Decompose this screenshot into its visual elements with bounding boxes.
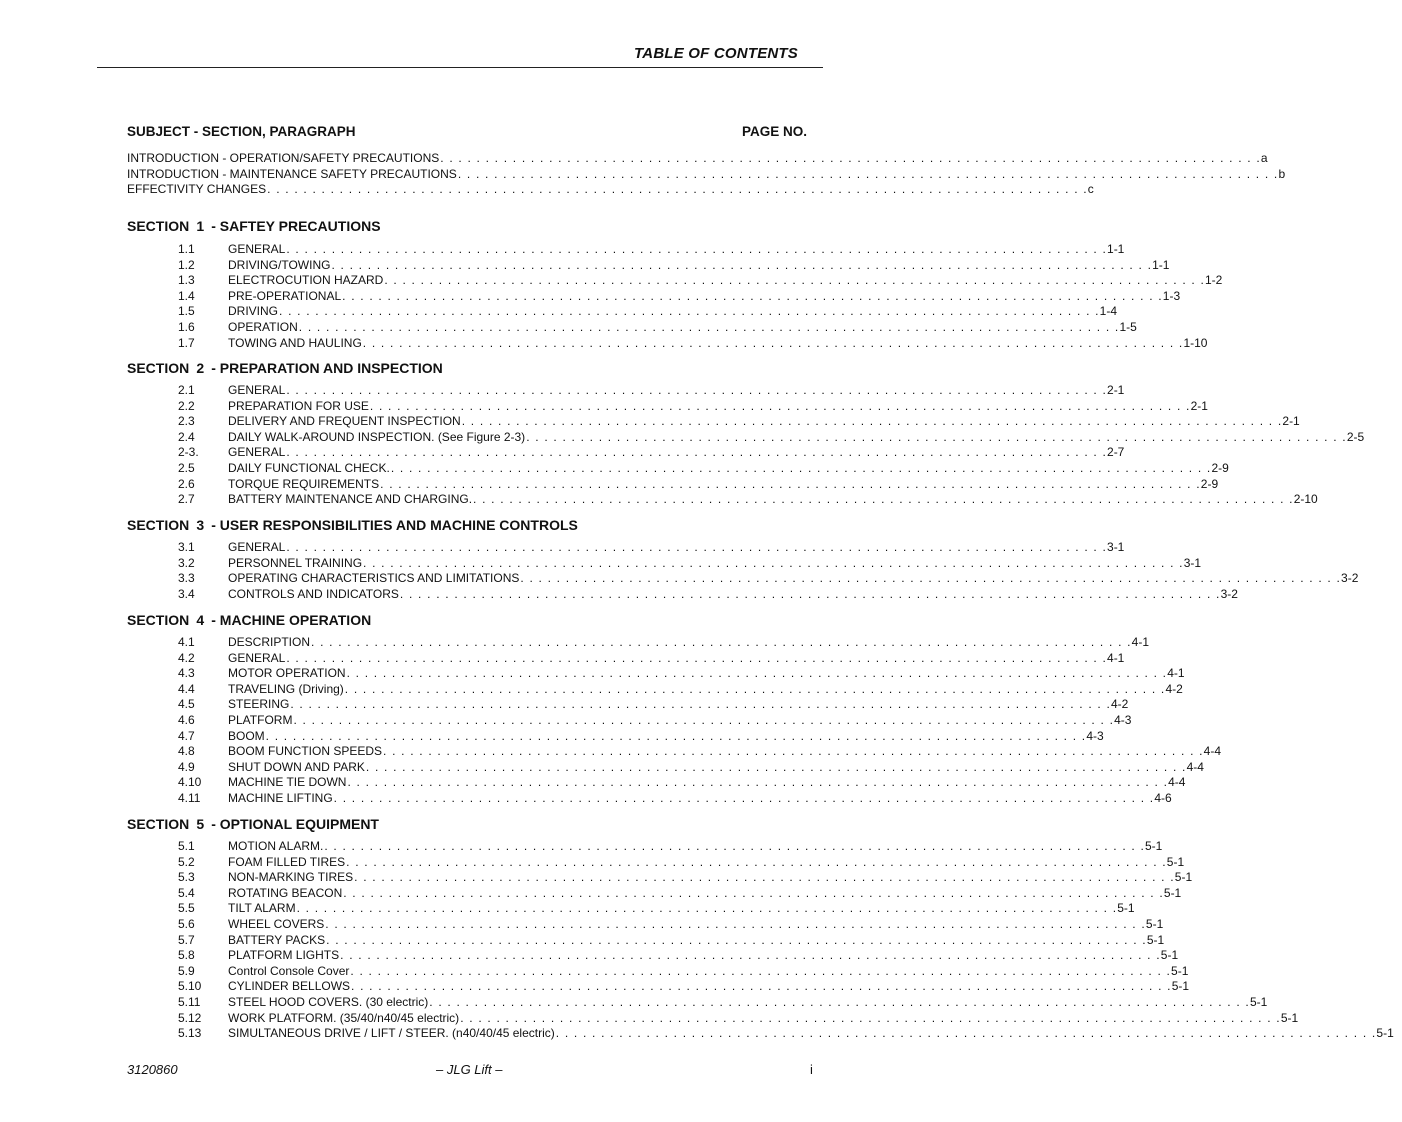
entry-title: GENERAL <box>228 242 286 256</box>
dot-leader: . . . . . . . . . . . . . . . . . . . . . . . . . . . . . . . . . . . . . . . . . . . . . . . . . . . . . . . . . . . . . . . . . . . . . . . . . . . . . . . . . . . . . . . . . . . <box>461 414 1283 428</box>
entry-number: 2.3 <box>178 414 195 428</box>
toc-entry[interactable] <box>178 870 1193 885</box>
entry-number: 3.3 <box>178 571 195 585</box>
entry-number: 5.9 <box>178 964 195 978</box>
entry-number: 5.6 <box>178 917 195 931</box>
entry-number: 1.1 <box>178 242 195 256</box>
entry-page: 1-2 <box>1205 273 1223 287</box>
toc-entry[interactable] <box>178 430 1365 445</box>
entry-title: CONTROLS AND INDICATORS <box>228 587 399 601</box>
dot-leader: . . . . . . . . . . . . . . . . . . . . . . . . . . . . . . . . . . . . . . . . . . . . . . . . . . . . . . . . . . . . . . . . . . . . . . . . . . . . . . . . . . . . . . . . . . . <box>384 273 1205 287</box>
entry-page: 5-1 <box>1163 886 1182 900</box>
entry-number: 4.1 <box>178 635 195 649</box>
toc-entry[interactable] <box>178 289 1181 304</box>
entry-page: 4-1 <box>1107 651 1125 665</box>
toc-entry[interactable] <box>178 571 1359 586</box>
header-rule <box>97 67 823 68</box>
dot-leader: . . . . . . . . . . . . . . . . . . . . . . . . . . . . . . . . . . . . . . . . . . . . . . . . . . . . . . . . . . . . . . . . . . . . . . . . . . . . . . . . . . . . . . . . . . . <box>526 430 1347 444</box>
section-title: - PREPARATION AND INSPECTION <box>211 360 443 376</box>
entry-page: b <box>1278 167 1286 181</box>
entry-page: 2-1 <box>1282 414 1300 428</box>
entry-title: ROTATING BEACON <box>228 886 343 900</box>
section-heading[interactable] <box>127 359 443 377</box>
entry-number: 1.6 <box>178 320 195 334</box>
entry-number: 4.8 <box>178 744 195 758</box>
entry-number: 1.7 <box>178 336 195 350</box>
dot-leader: . . . . . . . . . . . . . . . . . . . . . . . . . . . . . . . . . . . . . . . . . . . . . . . . . . . . . . . . . . . . . . . . . . . . . . . . . . . . . . . . . . . . . . . . . . . <box>555 1026 1377 1040</box>
dot-leader: . . . . . . . . . . . . . . . . . . . . . . . . . . . . . . . . . . . . . . . . . . . . . . . . . . . . . . . . . . . . . . . . . . . . . . . . . . . . . . . . . . . . . . . . . . . <box>344 682 1166 696</box>
section-heading[interactable] <box>127 611 371 629</box>
dot-leader: . . . . . . . . . . . . . . . . . . . . . . . . . . . . . . . . . . . . . . . . . . . . . . . . . . . . . . . . . . . . . . . . . . . . . . . . . . . . . . . . . . . . . . . . . . . <box>354 870 1175 884</box>
dot-leader: . . . . . . . . . . . . . . . . . . . . . . . . . . . . . . . . . . . . . . . . . . . . . . . . . . . . . . . . . . . . . . . . . . . . . . . . . . . . . . . . . . . . . . . . . . . <box>363 556 1184 570</box>
dot-leader: . . . . . . . . . . . . . . . . . . . . . . . . . . . . . . . . . . . . . . . . . . . . . . . . . . . . . . . . . . . . . . . . . . . . . . . . . . . . . . . . . . . . . . . . . . . <box>380 477 1201 491</box>
dot-leader: . . . . . . . . . . . . . . . . . . . . . . . . . . . . . . . . . . . . . . . . . . . . . . . . . . . . . . . . . . . . . . . . . . . . . . . . . . . . . . . . . . . . . . . . . . . <box>296 901 1118 915</box>
section-title: - USER RESPONSIBILITIES AND MACHINE CONTROLS <box>211 517 578 533</box>
entry-title: DAILY WALK-AROUND INSPECTION. (See Figure 2-3) <box>228 430 526 444</box>
entry-number: 4.9 <box>178 760 195 774</box>
dot-leader: . . . . . . . . . . . . . . . . . . . . . . . . . . . . . . . . . . . . . . . . . . . . . . . . . . . . . . . . . . . . . . . . . . . . . . . . . . . . . . . . . . . . . . . . . . . <box>399 587 1221 601</box>
toc-entry[interactable] <box>178 697 1129 712</box>
entry-page: 5-1 <box>1145 917 1164 931</box>
entry-page: 4-3 <box>1086 729 1104 743</box>
section-title: - MACHINE OPERATION <box>211 612 372 628</box>
entry-number: 2.5 <box>178 461 195 475</box>
section-heading[interactable] <box>127 516 578 534</box>
dot-leader: . . . . . . . . . . . . . . . . . . . . . . . . . . . . . . . . . . . . . . . . . . . . . . . . . . . . . . . . . . . . . . . . . . . . . . . . . . . . . . . . . . . . . . . . . . . <box>265 729 1087 743</box>
entry-number: 2.1 <box>178 383 195 397</box>
publisher-name: – JLG Lift – <box>436 1062 503 1077</box>
entry-number: 5.7 <box>178 933 195 947</box>
entry-title: MACHINE LIFTING <box>228 791 333 805</box>
entry-page: 4-2 <box>1111 697 1129 711</box>
subject-column-heading: SUBJECT - SECTION, PARAGRAPH <box>127 124 356 139</box>
toc-entry[interactable] <box>178 304 1118 319</box>
section-word: SECTION <box>127 218 190 234</box>
entry-title: FOAM FILLED TIRES <box>228 855 346 869</box>
toc-entry[interactable] <box>178 855 1185 870</box>
toc-entry[interactable] <box>178 666 1185 681</box>
toc-entry[interactable] <box>178 744 1222 759</box>
entry-page: 5-1 <box>1160 948 1179 962</box>
toc-entry[interactable] <box>178 399 1208 414</box>
toc-entry[interactable] <box>178 1011 1299 1026</box>
entry-number: 2-3. <box>178 445 199 459</box>
entry-page: 3-2 <box>1341 571 1359 585</box>
page-header-title: TABLE OF CONTENTS <box>634 45 798 62</box>
section-word: SECTION <box>127 360 190 376</box>
intro-entry[interactable] <box>127 182 1094 197</box>
dot-leader: . . . . . . . . . . . . . . . . . . . . . . . . . . . . . . . . . . . . . . . . . . . . . . . . . . . . . . . . . . . . . . . . . . . . . . . . . . . . . . . . . . . . . . . . . . . <box>286 651 1108 665</box>
toc-entry[interactable] <box>178 979 1190 994</box>
entry-number: 2.2 <box>178 399 195 413</box>
dot-leader: . . . . . . . . . . . . . . . . . . . . . . . . . . . . . . . . . . . . . . . . . . . . . . . . . . . . . . . . . . . . . . . . . . . . . . . . . . . . . . . . . . . . . . . . . . . <box>440 151 1261 165</box>
entry-page: 5-1 <box>1174 870 1193 884</box>
entry-number: 5.2 <box>178 855 195 869</box>
toc-entry[interactable] <box>178 461 1229 476</box>
dot-leader: . . . . . . . . . . . . . . . . . . . . . . . . . . . . . . . . . . . . . . . . . . . . . . . . . . . . . . . . . . . . . . . . . . . . . . . . . . . . . . . . . . . . . . . . . . . <box>286 242 1108 256</box>
dot-leader: . . . . . . . . . . . . . . . . . . . . . . . . . . . . . . . . . . . . . . . . . . . . . . . . . . . . . . . . . . . . . . . . . . . . . . . . . . . . . . . . . . . . . . . . . . . <box>362 336 1184 350</box>
section-number: 1 <box>196 218 205 234</box>
entry-title: SIMULTANEOUS DRIVE / LIFT / STEER. (n40/40/45 electric) <box>228 1026 555 1040</box>
toc-entry[interactable] <box>178 635 1150 650</box>
entry-title: BOOM <box>228 729 265 743</box>
entry-title: DRIVING <box>228 304 279 318</box>
entry-title: TRAVELING (Driving) <box>228 682 344 696</box>
section-heading[interactable] <box>127 815 379 833</box>
entry-page: 2-10 <box>1293 492 1318 506</box>
entry-number: 3.2 <box>178 556 195 570</box>
intro-entry[interactable] <box>127 151 1268 166</box>
entry-title: NON-MARKING TIRES <box>228 870 354 884</box>
entry-title: GENERAL <box>228 651 286 665</box>
entry-page: 1-5 <box>1119 320 1137 334</box>
entry-title: WHEEL COVERS <box>228 917 325 931</box>
entry-title: BATTERY MAINTENANCE AND CHARGING. <box>228 492 473 506</box>
toc-entry[interactable] <box>178 492 1318 507</box>
dot-leader: . . . . . . . . . . . . . . . . . . . . . . . . . . . . . . . . . . . . . . . . . . . . . . . . . . . . . . . . . . . . . . . . . . . . . . . . . . . . . . . . . . . . . . . . . . . <box>290 697 1111 711</box>
entry-title: PRE-OPERATIONAL <box>228 289 342 303</box>
entry-page: 2-9 <box>1211 461 1229 475</box>
entry-number: 4.3 <box>178 666 195 680</box>
entry-title: PREPARATION FOR USE <box>228 399 369 413</box>
entry-number: 3.4 <box>178 587 195 601</box>
entry-title: INTRODUCTION - MAINTENANCE SAFETY PRECAUTIONS <box>127 167 457 181</box>
entry-number: 4.2 <box>178 651 195 665</box>
entry-number: 1.4 <box>178 289 195 303</box>
dot-leader: . . . . . . . . . . . . . . . . . . . . . . . . . . . . . . . . . . . . . . . . . . . . . . . . . . . . . . . . . . . . . . . . . . . . . . . . . . . . . . . . . . . . . . . . . . . <box>350 964 1172 978</box>
section-heading[interactable] <box>127 217 381 235</box>
entry-title: PERSONNEL TRAINING <box>228 556 363 570</box>
entry-title: MOTION ALARM. <box>228 839 324 853</box>
entry-page: 5-1 <box>1249 995 1268 1009</box>
entry-page: 2-5 <box>1346 430 1365 444</box>
entry-title: Control Console Cover <box>228 964 350 978</box>
section-word: SECTION <box>127 517 190 533</box>
toc-entry[interactable] <box>178 1026 1394 1041</box>
dot-leader: . . . . . . . . . . . . . . . . . . . . . . . . . . . . . . . . . . . . . . . . . . . . . . . . . . . . . . . . . . . . . . . . . . . . . . . . . . . . . . . . . . . . . . . . . . . <box>342 289 1163 303</box>
dot-leader: . . . . . . . . . . . . . . . . . . . . . . . . . . . . . . . . . . . . . . . . . . . . . . . . . . . . . . . . . . . . . . . . . . . . . . . . . . . . . . . . . . . . . . . . . . . <box>267 182 1088 196</box>
page-number: i <box>810 1062 813 1077</box>
toc-entry[interactable] <box>178 445 1125 460</box>
dot-leader: . . . . . . . . . . . . . . . . . . . . . . . . . . . . . . . . . . . . . . . . . . . . . . . . . . . . . . . . . . . . . . . . . . . . . . . . . . . . . . . . . . . . . . . . . . . <box>351 979 1172 993</box>
toc-entry[interactable] <box>178 273 1223 288</box>
toc-entry[interactable] <box>178 948 1179 963</box>
dot-leader: . . . . . . . . . . . . . . . . . . . . . . . . . . . . . . . . . . . . . . . . . . . . . . . . . . . . . . . . . . . . . . . . . . . . . . . . . . . . . . . . . . . . . . . . . . . <box>333 791 1155 805</box>
dot-leader: . . . . . . . . . . . . . . . . . . . . . . . . . . . . . . . . . . . . . . . . . . . . . . . . . . . . . . . . . . . . . . . . . . . . . . . . . . . . . . . . . . . . . . . . . . . <box>293 713 1115 727</box>
dot-leader: . . . . . . . . . . . . . . . . . . . . . . . . . . . . . . . . . . . . . . . . . . . . . . . . . . . . . . . . . . . . . . . . . . . . . . . . . . . . . . . . . . . . . . . . . . . <box>383 744 1204 758</box>
dot-leader: . . . . . . . . . . . . . . . . . . . . . . . . . . . . . . . . . . . . . . . . . . . . . . . . . . . . . . . . . . . . . . . . . . . . . . . . . . . . . . . . . . . . . . . . . . . <box>286 445 1108 459</box>
entry-title: BOOM FUNCTION SPEEDS <box>228 744 383 758</box>
entry-title: STEERING <box>228 697 290 711</box>
toc-entry[interactable] <box>178 651 1125 666</box>
toc-entry[interactable] <box>178 336 1208 351</box>
entry-title: DRIVING/TOWING <box>228 258 331 272</box>
entry-page: 4-4 <box>1203 744 1222 758</box>
section-number: 5 <box>196 816 205 832</box>
entry-number: 3.1 <box>178 540 195 554</box>
entry-title: OPERATION <box>228 320 298 334</box>
toc-entry[interactable] <box>178 917 1164 932</box>
entry-page: 1-3 <box>1162 289 1181 303</box>
entry-page: 5-1 <box>1171 964 1189 978</box>
entry-page: c <box>1087 182 1094 196</box>
section-number: 2 <box>196 360 205 376</box>
dot-leader: . . . . . . . . . . . . . . . . . . . . . . . . . . . . . . . . . . . . . . . . . . . . . . . . . . . . . . . . . . . . . . . . . . . . . . . . . . . . . . . . . . . . . . . . . . . <box>340 948 1161 962</box>
entry-title: TOWING AND HAULING <box>228 336 362 350</box>
entry-number: 5.10 <box>178 979 202 993</box>
entry-number: 4.5 <box>178 697 195 711</box>
entry-page: 1-4 <box>1099 304 1118 318</box>
entry-number: 1.5 <box>178 304 195 318</box>
dot-leader: . . . . . . . . . . . . . . . . . . . . . . . . . . . . . . . . . . . . . . . . . . . . . . . . . . . . . . . . . . . . . . . . . . . . . . . . . . . . . . . . . . . . . . . . . . . <box>325 917 1146 931</box>
entry-number: 4.11 <box>178 791 201 805</box>
entry-number: 5.4 <box>178 886 195 900</box>
entry-number: 4.10 <box>178 775 202 789</box>
entry-page: 3-1 <box>1107 540 1125 554</box>
toc-entry[interactable] <box>178 556 1202 571</box>
entry-page: 2-1 <box>1107 383 1125 397</box>
document-number: 3120860 <box>127 1062 178 1077</box>
toc-entry[interactable] <box>178 964 1189 979</box>
entry-title: DESCRIPTION <box>228 635 311 649</box>
toc-entry[interactable] <box>178 791 1172 806</box>
entry-number: 2.7 <box>178 492 195 506</box>
entry-title: CYLINDER BELLOWS <box>228 979 351 993</box>
entry-page: 4-1 <box>1131 635 1150 649</box>
entry-title: STEEL HOOD COVERS. (30 electric) <box>228 995 429 1009</box>
toc-entry[interactable] <box>178 477 1219 492</box>
dot-leader: . . . . . . . . . . . . . . . . . . . . . . . . . . . . . . . . . . . . . . . . . . . . . . . . . . . . . . . . . . . . . . . . . . . . . . . . . . . . . . . . . . . . . . . . . . . <box>365 760 1187 774</box>
section-word: SECTION <box>127 612 190 628</box>
toc-entry[interactable] <box>178 258 1170 273</box>
dot-leader: . . . . . . . . . . . . . . . . . . . . . . . . . . . . . . . . . . . . . . . . . . . . . . . . . . . . . . . . . . . . . . . . . . . . . . . . . . . . . . . . . . . . . . . . . . . <box>343 886 1164 900</box>
toc-entry[interactable] <box>178 901 1135 916</box>
entry-title: ELECTROCUTION HAZARD <box>228 273 384 287</box>
entry-number: 1.3 <box>178 273 195 287</box>
entry-title: INTRODUCTION - OPERATION/SAFETY PRECAUTIONS <box>127 151 440 165</box>
entry-title: OPERATING CHARACTERISTICS AND LIMITATIONS <box>228 571 520 585</box>
dot-leader: . . . . . . . . . . . . . . . . . . . . . . . . . . . . . . . . . . . . . . . . . . . . . . . . . . . . . . . . . . . . . . . . . . . . . . . . . . . . . . . . . . . . . . . . . . . <box>286 540 1108 554</box>
dot-leader: . . . . . . . . . . . . . . . . . . . . . . . . . . . . . . . . . . . . . . . . . . . . . . . . . . . . . . . . . . . . . . . . . . . . . . . . . . . . . . . . . . . . . . . . . . . <box>457 167 1279 181</box>
column-headers <box>127 124 807 142</box>
entry-page: 4-2 <box>1165 682 1183 696</box>
toc-entry[interactable] <box>178 587 1238 602</box>
entry-title: MOTOR OPERATION <box>228 666 346 680</box>
toc-entry[interactable] <box>178 682 1183 697</box>
entry-page: 2-7 <box>1107 445 1125 459</box>
entry-number: 2.6 <box>178 477 195 491</box>
entry-page: 2-9 <box>1200 477 1219 491</box>
entry-page: 5-1 <box>1171 979 1190 993</box>
entry-title: GENERAL <box>228 383 286 397</box>
entry-page: 1-1 <box>1152 258 1170 272</box>
entry-page: 5-1 <box>1166 855 1185 869</box>
entry-page: 5-1 <box>1146 933 1165 947</box>
section-number: 4 <box>196 612 205 628</box>
entry-page: 5-1 <box>1280 1011 1299 1025</box>
entry-page: a <box>1260 151 1268 165</box>
entry-title: SHUT DOWN AND PARK <box>228 760 365 774</box>
dot-leader: . . . . . . . . . . . . . . . . . . . . . . . . . . . . . . . . . . . . . . . . . . . . . . . . . . . . . . . . . . . . . . . . . . . . . . . . . . . . . . . . . . . . . . . . . . . <box>520 571 1342 585</box>
entry-page: 4-1 <box>1167 666 1185 680</box>
entry-number: 2.4 <box>178 430 195 444</box>
entry-page: 4-4 <box>1168 775 1186 789</box>
entry-number: 5.13 <box>178 1026 202 1040</box>
toc-entry[interactable] <box>178 713 1132 728</box>
entry-number: 5.12 <box>178 1011 202 1025</box>
toc-entry[interactable] <box>178 729 1104 744</box>
dot-leader: . . . . . . . . . . . . . . . . . . . . . . . . . . . . . . . . . . . . . . . . . . . . . . . . . . . . . . . . . . . . . . . . . . . . . . . . . . . . . . . . . . . . . . . . . . . <box>429 995 1250 1009</box>
dot-leader: . . . . . . . . . . . . . . . . . . . . . . . . . . . . . . . . . . . . . . . . . . . . . . . . . . . . . . . . . . . . . . . . . . . . . . . . . . . . . . . . . . . . . . . . . . . <box>346 855 1167 869</box>
section-title: - SAFTEY PRECAUTIONS <box>211 218 381 234</box>
toc-entry[interactable] <box>178 775 1186 790</box>
entry-number: 4.4 <box>178 682 195 696</box>
section-title: - OPTIONAL EQUIPMENT <box>211 816 379 832</box>
dot-leader: . . . . . . . . . . . . . . . . . . . . . . . . . . . . . . . . . . . . . . . . . . . . . . . . . . . . . . . . . . . . . . . . . . . . . . . . . . . . . . . . . . . . . . . . . . . <box>390 461 1212 475</box>
entry-title: PLATFORM <box>228 713 293 727</box>
dot-leader: . . . . . . . . . . . . . . . . . . . . . . . . . . . . . . . . . . . . . . . . . . . . . . . . . . . . . . . . . . . . . . . . . . . . . . . . . . . . . . . . . . . . . . . . . . . <box>286 383 1108 397</box>
entry-page: 2-1 <box>1190 399 1208 413</box>
entry-title: GENERAL <box>228 445 286 459</box>
intro-entry[interactable] <box>127 167 1286 182</box>
entry-title: TILT ALARM <box>228 901 296 915</box>
toc-entry[interactable] <box>178 383 1125 398</box>
entry-page: 5-1 <box>1117 901 1135 915</box>
entry-page: 1-10 <box>1183 336 1208 350</box>
dot-leader: . . . . . . . . . . . . . . . . . . . . . . . . . . . . . . . . . . . . . . . . . . . . . . . . . . . . . . . . . . . . . . . . . . . . . . . . . . . . . . . . . . . . . . . . . . . <box>346 666 1168 680</box>
toc-entry[interactable] <box>178 760 1204 775</box>
entry-title: BATTERY PACKS <box>228 933 326 947</box>
dot-leader: . . . . . . . . . . . . . . . . . . . . . . . . . . . . . . . . . . . . . . . . . . . . . . . . . . . . . . . . . . . . . . . . . . . . . . . . . . . . . . . . . . . . . . . . . . . <box>460 1011 1281 1025</box>
entry-page: 5-1 <box>1145 839 1163 853</box>
toc-entry[interactable] <box>178 886 1182 901</box>
dot-leader: . . . . . . . . . . . . . . . . . . . . . . . . . . . . . . . . . . . . . . . . . . . . . . . . . . . . . . . . . . . . . . . . . . . . . . . . . . . . . . . . . . . . . . . . . . . <box>298 320 1120 334</box>
section-word: SECTION <box>127 816 190 832</box>
entry-title: GENERAL <box>228 540 286 554</box>
entry-page: 4-3 <box>1114 713 1132 727</box>
entry-page: 4-4 <box>1186 760 1204 774</box>
entry-title: MACHINE TIE DOWN <box>228 775 347 789</box>
entry-title: PLATFORM LIGHTS <box>228 948 340 962</box>
entry-title: DELIVERY AND FREQUENT INSPECTION <box>228 414 461 428</box>
entry-title: WORK PLATFORM. (35/40/n40/45 electric) <box>228 1011 460 1025</box>
entry-page: 3-2 <box>1220 587 1238 601</box>
dot-leader: . . . . . . . . . . . . . . . . . . . . . . . . . . . . . . . . . . . . . . . . . . . . . . . . . . . . . . . . . . . . . . . . . . . . . . . . . . . . . . . . . . . . . . . . . . . <box>326 933 1147 947</box>
page-column-heading: PAGE NO. <box>741 124 807 139</box>
entry-number: 5.3 <box>178 870 195 884</box>
entry-number: 5.8 <box>178 948 195 962</box>
entry-number: 4.7 <box>178 729 195 743</box>
entry-title: EFFECTIVITY CHANGES <box>127 182 267 196</box>
entry-number: 5.11 <box>178 995 201 1009</box>
toc-entry[interactable] <box>178 933 1165 948</box>
entry-title: TORQUE REQUIREMENTS <box>228 477 380 491</box>
toc-entry[interactable] <box>178 242 1125 257</box>
entry-number: 1.2 <box>178 258 195 272</box>
dot-leader: . . . . . . . . . . . . . . . . . . . . . . . . . . . . . . . . . . . . . . . . . . . . . . . . . . . . . . . . . . . . . . . . . . . . . . . . . . . . . . . . . . . . . . . . . . . <box>279 304 1100 318</box>
dot-leader: . . . . . . . . . . . . . . . . . . . . . . . . . . . . . . . . . . . . . . . . . . . . . . . . . . . . . . . . . . . . . . . . . . . . . . . . . . . . . . . . . . . . . . . . . . . <box>347 775 1169 789</box>
toc-entry[interactable] <box>178 540 1125 555</box>
dot-leader: . . . . . . . . . . . . . . . . . . . . . . . . . . . . . . . . . . . . . . . . . . . . . . . . . . . . . . . . . . . . . . . . . . . . . . . . . . . . . . . . . . . . . . . . . . . <box>311 635 1132 649</box>
section-number: 3 <box>196 517 205 533</box>
entry-title: DAILY FUNCTIONAL CHECK. <box>228 461 390 475</box>
entry-page: 4-6 <box>1154 791 1172 805</box>
entry-page: 5-1 <box>1376 1026 1394 1040</box>
dot-leader: . . . . . . . . . . . . . . . . . . . . . . . . . . . . . . . . . . . . . . . . . . . . . . . . . . . . . . . . . . . . . . . . . . . . . . . . . . . . . . . . . . . . . . . . . . . <box>473 492 1294 506</box>
dot-leader: . . . . . . . . . . . . . . . . . . . . . . . . . . . . . . . . . . . . . . . . . . . . . . . . . . . . . . . . . . . . . . . . . . . . . . . . . . . . . . . . . . . . . . . . . . . <box>331 258 1153 272</box>
entry-number: 4.6 <box>178 713 195 727</box>
entry-number: 5.5 <box>178 901 195 915</box>
entry-page: 3-1 <box>1183 556 1202 570</box>
toc-entry[interactable] <box>178 414 1300 429</box>
dot-leader: . . . . . . . . . . . . . . . . . . . . . . . . . . . . . . . . . . . . . . . . . . . . . . . . . . . . . . . . . . . . . . . . . . . . . . . . . . . . . . . . . . . . . . . . . . . <box>324 839 1145 853</box>
toc-entry[interactable] <box>178 995 1268 1010</box>
toc-entry[interactable] <box>178 839 1163 854</box>
dot-leader: . . . . . . . . . . . . . . . . . . . . . . . . . . . . . . . . . . . . . . . . . . . . . . . . . . . . . . . . . . . . . . . . . . . . . . . . . . . . . . . . . . . . . . . . . . . <box>369 399 1191 413</box>
entry-page: 1-1 <box>1107 242 1125 256</box>
toc-entry[interactable] <box>178 320 1137 335</box>
entry-number: 5.1 <box>178 839 195 853</box>
